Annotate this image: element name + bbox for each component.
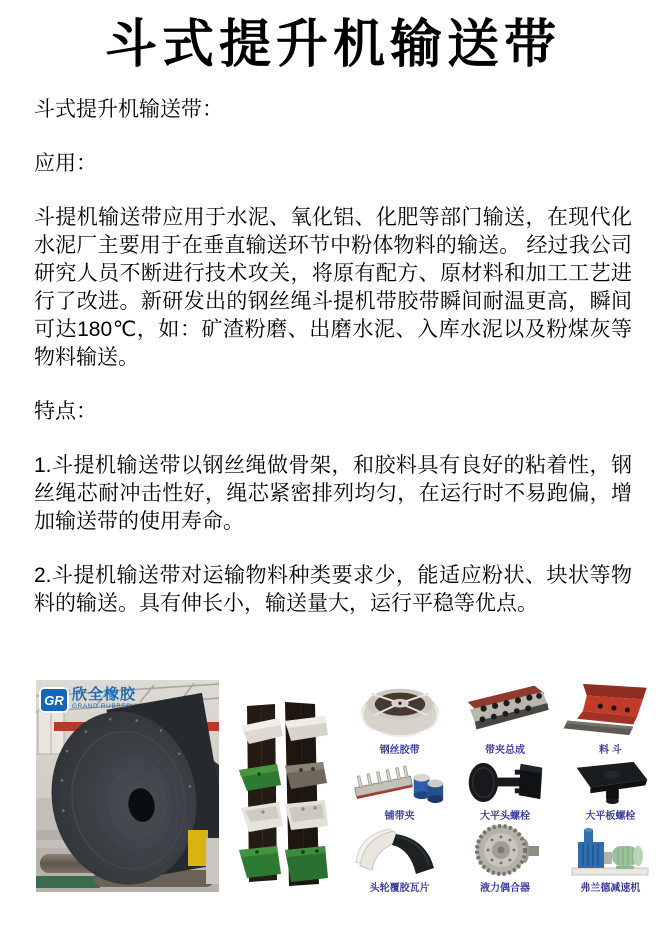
part-label: 弗兰德减速机 xyxy=(580,883,641,895)
bucket-board-photo xyxy=(239,700,331,888)
part-hopper xyxy=(558,680,663,756)
head-pulley-lagging-image xyxy=(350,822,450,878)
features-heading: 特点： xyxy=(34,400,97,424)
belt-laying-clamp-image xyxy=(350,756,450,807)
part-label: 铺带夹 xyxy=(384,811,415,823)
fluid-coupling-image xyxy=(455,822,555,878)
company-logo xyxy=(39,687,136,713)
part-head-pulley-lagging xyxy=(347,822,452,894)
part-belt-laying-clamp xyxy=(347,756,452,822)
part-label: 大平板螺栓 xyxy=(585,811,636,823)
page-title: 斗式提升机输送带 xyxy=(104,16,561,74)
yellow-machine xyxy=(188,830,208,866)
logo-mark: GR xyxy=(39,687,69,713)
logo-name-en: GRAND RUBBER xyxy=(72,703,132,711)
flender-reducer-image xyxy=(560,822,660,878)
part-flat-plate-bolt xyxy=(558,756,663,822)
green-bucket xyxy=(239,846,281,878)
part-label: 料 斗 xyxy=(598,745,622,757)
feature-2-paragraph: 2.斗提机输送带对运输物料种类要求少，能适应粉状、块状等物料的输送。具有伸长小，输送量大，运行平稳等优点。 xyxy=(34,564,632,616)
part-flender-reducer xyxy=(558,822,663,894)
bucket-board-image xyxy=(239,700,331,888)
white-bucket xyxy=(285,800,328,830)
flat-plate-bolt-image xyxy=(560,756,660,807)
feature-1-paragraph: 1.斗提机输送带以钢丝绳做骨架，和胶料具有良好的粘着性，钢丝绳芯耐冲击性好，绳芯紧密排列均匀，在运行时不易跑偏，增加输送带的使用寿命。 xyxy=(34,454,632,534)
part-label: 头轮覆胶瓦片 xyxy=(369,883,430,895)
product-gallery xyxy=(36,680,666,894)
product-page xyxy=(0,14,666,930)
belt-roll-photo xyxy=(36,680,219,892)
application-paragraph: 斗提机输送带应用于水泥、氧化铝、化肥等部门输送，在现代化水泥厂主要用于在垂直输送环节中粉体物料的输送。 经过我公司研究人员不断进行技术攻关，将原有配方、原材料和加工工艺进行了改进。新研发出的钢丝绳斗提机带胶带瞬间耐温更高，瞬间可达180℃，如：矿渣粉磨、出磨水泥、入库水泥以及粉煤灰等物料输送。 xyxy=(34,206,632,370)
article-body xyxy=(34,96,632,618)
logo-name-cn: 欣全橡胶 xyxy=(72,686,137,704)
green-bucket xyxy=(285,846,328,882)
part-label: 大平头螺栓 xyxy=(479,811,530,823)
part-label: 液力偶合器 xyxy=(479,883,530,895)
part-flat-head-bolt xyxy=(452,756,557,822)
application-heading: 应用： xyxy=(34,152,97,176)
green-frame xyxy=(36,876,100,888)
part-belt-clamp-assembly xyxy=(452,680,557,756)
white-bucket xyxy=(241,802,283,832)
steel-cord-belt-image xyxy=(350,680,450,740)
parts-grid xyxy=(347,680,663,894)
hopper-image xyxy=(560,680,660,740)
flat-head-bolt-image xyxy=(455,756,555,807)
belt-clamp-assembly-image xyxy=(455,680,555,740)
metal-bucket xyxy=(285,762,327,789)
intro-line: 斗式提升机输送带： xyxy=(34,98,223,122)
part-label: 钢丝胶带 xyxy=(379,745,420,757)
part-steel-cord-belt xyxy=(347,680,452,756)
part-fluid-coupling xyxy=(452,822,557,894)
part-label: 带夹总成 xyxy=(484,745,525,757)
